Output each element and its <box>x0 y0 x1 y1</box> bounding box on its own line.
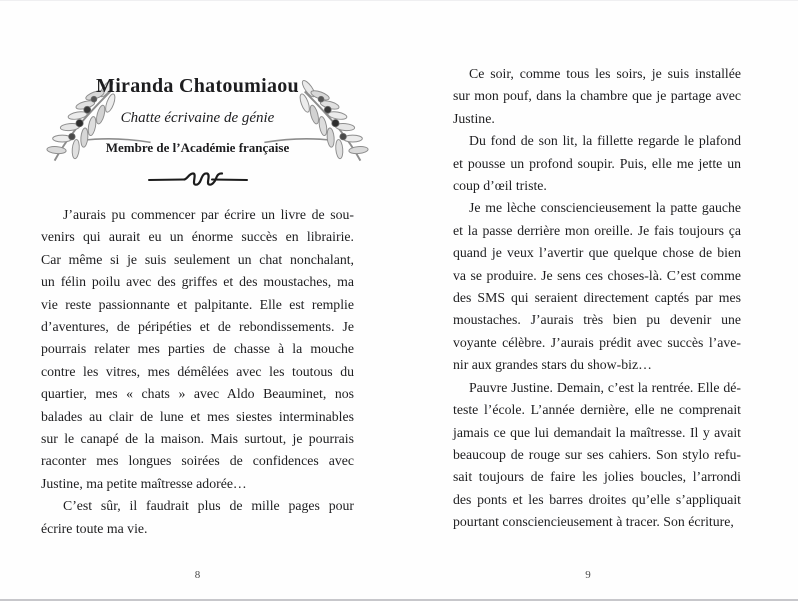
paragraph <box>453 377 741 534</box>
left-page <box>41 1 354 601</box>
text-line: sur mon pouf, dans la chambre que je partage avec <box>453 88 741 104</box>
text-line: des ponts et les barres droites qu’elle s’appliquait <box>453 491 741 507</box>
text-line: venirs qui aurait eu un énorme succès en librairie. <box>41 229 354 245</box>
rope-squiggle-divider-icon <box>146 168 250 190</box>
paragraph <box>41 495 354 540</box>
text-line: et la passe derrière mon oreille. Je fais toujours ça <box>453 222 741 238</box>
text-line: pourtant consciencieusement à tracer. Son écriture, <box>453 514 734 530</box>
text-line: beaucoup de rouge sur ses cahiers. Son stylo refu- <box>453 446 741 462</box>
text-line: Justine. <box>453 110 495 126</box>
text-line: Pauvre Justine. Demain, c’est la rentrée. Elle dé- <box>469 379 741 395</box>
text-line: quand je veux l’avertir que quelque chose de bien <box>453 245 741 261</box>
page-number-right: 9 <box>585 569 591 581</box>
text-line: va se produire. Je sens ces choses-là. C’est comme <box>453 267 741 283</box>
text-line: jamais ce que lui demandait la maîtresse. Il y avait <box>453 424 741 440</box>
text-line: C’est sûr, il faudrait plus de mille pages pour <box>63 498 354 514</box>
text-line: J’aurais pu commencer par écrire un livre de sou- <box>63 207 354 222</box>
text-line: Du fond de son lit, la fillette regarde le plafond <box>469 133 741 149</box>
text-line: coup d’œil triste. <box>453 178 547 194</box>
text-line: écrire toute ma vie. <box>41 520 148 536</box>
text-line: nir aux grandes stars du show-biz… <box>453 357 652 373</box>
paragraph <box>453 130 741 197</box>
text-line: des SMS qui seraient directement captés par mes <box>453 290 741 306</box>
text-line: vie reste passionnante et palpitante. Elle est remplie <box>41 296 354 312</box>
paragraph <box>41 204 354 495</box>
text-line: raconter mes longues soirées de confidences avec <box>41 453 354 469</box>
chapter-header <box>41 75 354 155</box>
text-line: d’aventures, de péripéties et de rebondissements. Je <box>41 319 354 335</box>
right-page <box>453 1 741 601</box>
text-line: Ce soir, comme tous les soirs, je suis installée <box>469 66 741 81</box>
left-page-text <box>41 204 354 540</box>
text-line: sur le canapé de la maison. Mais surtout, je pourrais <box>41 431 354 447</box>
author-role: Chatte écrivaine de génie <box>120 110 275 126</box>
author-name: Miranda Chatoumiaou <box>96 75 299 97</box>
text-line: Je me lèche consciencieusement la patte gauche <box>469 200 741 216</box>
text-line: moustaches. J’aurais très bien pu devenir une <box>453 312 741 328</box>
page-number-left: 8 <box>194 569 201 581</box>
text-line: Car même si je suis seulement un chat nonchalant, <box>41 251 354 267</box>
text-line: pourrais relater mes parties de chasse à la mouche <box>41 341 354 357</box>
paragraph <box>453 63 741 130</box>
text-line: Justine, ma petite maîtresse adorée… <box>41 475 247 491</box>
paragraph <box>453 197 741 376</box>
text-line: et pousse un profond soupir. Puis, elle me jette un <box>453 155 741 171</box>
text-line: teste l’école. L’année dernière, elle ne comprenait <box>453 402 741 418</box>
text-line: contre les vitres, mes démêlées avec les toutous du <box>41 363 354 379</box>
text-line: balades au clair de lune et mes siestes interminables <box>41 408 354 424</box>
right-page-text <box>453 63 741 534</box>
text-line: sait toujours de faire les jolies boucles, l’arrondi <box>453 469 741 485</box>
text-line: voyante célèbre. J’aurais prédit avec succès l’ave- <box>453 334 741 350</box>
author-affiliation: Membre de l’Académie française <box>105 140 290 155</box>
text-line: un félin poilu avec des griffes et des moustaches, ma <box>41 274 354 290</box>
text-line: quartier, mes « chats » avec Aldo Beauminet, nos <box>41 386 354 402</box>
